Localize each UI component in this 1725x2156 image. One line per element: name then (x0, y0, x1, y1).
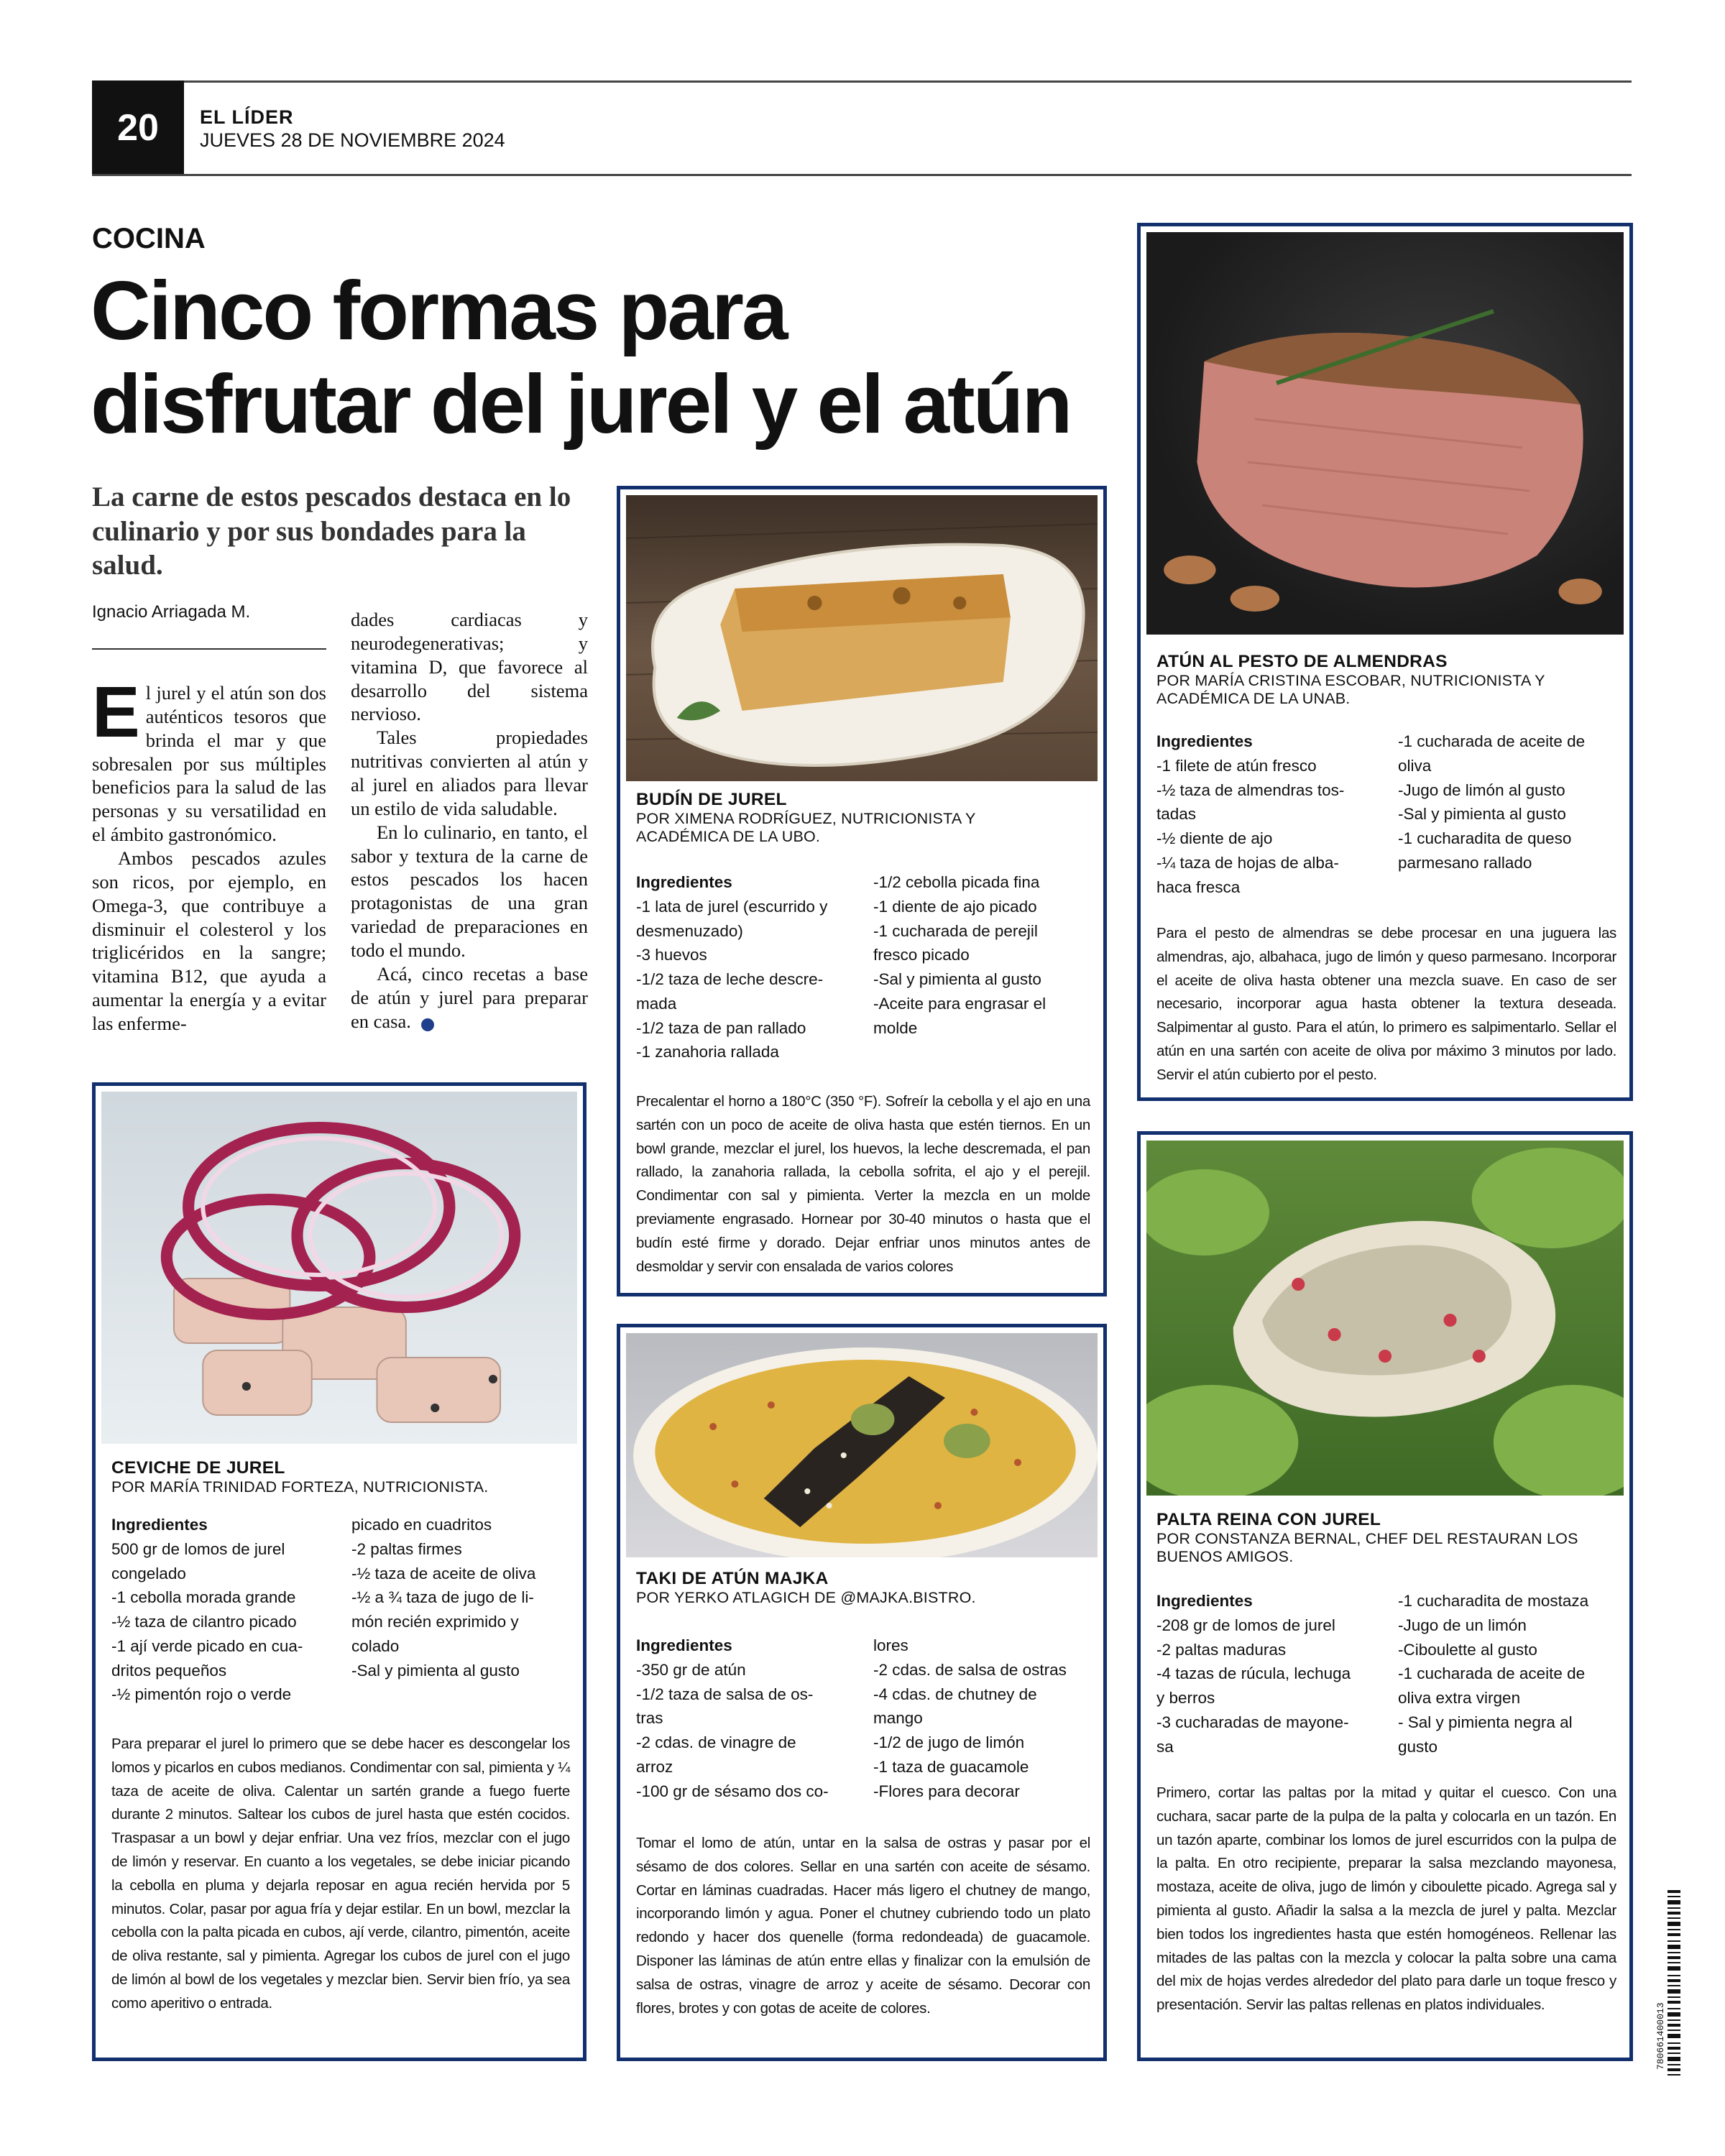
ingredient: -1 cebolla morada grande (111, 1588, 296, 1607)
ingredient: gusto (1398, 1737, 1438, 1756)
ingredient: mada (636, 994, 677, 1013)
ingredient: -Sal y pimienta al gusto (351, 1661, 520, 1680)
ingredient: -Aceite para engrasar el (873, 994, 1046, 1013)
headline-line-1: Cinco formas para (91, 264, 786, 357)
ceviche-photo (101, 1092, 577, 1444)
ingredient: -1 cucharada de aceite de (1398, 1664, 1586, 1683)
ingredient: -1 diente de ajo picado (873, 897, 1037, 916)
barcode-number: 780661400013 (1655, 2002, 1666, 2070)
ingredient: desmenuzado) (636, 921, 743, 940)
ingredients-heading: Ingredientes (636, 1636, 732, 1654)
recipe-author: POR YERKO ATLAGICH DE @MAJKA.BISTRO. (636, 1589, 976, 1606)
ingredients-list-1 (636, 1634, 873, 1803)
body-column-2 (351, 608, 588, 1033)
ingredient: tadas (1156, 805, 1197, 824)
recipe-instructions: Primero, cortar las paltas por la mitad y quitar el cuesco. Con una cuchara, sacar parte de la pulpa de la palta y colocarla en un tazón. En un tazón aparte, combinar los lomos de jurel escurridos con la pulpa de la palta. En otro recipiente, preparar la salsa mezclando mayonesa, mostaza, aceite de oliva, jugo de limón y ciboulette picado. Agrega sal y pimienta al gusto. Añadir la salsa a la mezcla de jurel y palta. Mezclar bien todos los ingredientes hasta que estén homogéneos. Rellenar las mitades de las paltas con la mezcla y colocar la palta sobre una cama del mix de hojas verdes alrededor del plato para darle un toque fresco y presentación. Servir las paltas rellenas en platos individuales. (1156, 1784, 1616, 2014)
ingredient: -1/2 taza de leche descre- (636, 970, 824, 988)
ingredient: -1 cucharadita de mostaza (1398, 1592, 1589, 1610)
ingredient: -½ diente de ajo (1156, 829, 1273, 847)
ingredients-list-1 (111, 1513, 349, 1707)
ingredient: -1/2 de jugo de limón (873, 1733, 1025, 1751)
body-column-1 (92, 672, 326, 1036)
recipe-card-atun-pesto (1137, 223, 1633, 1101)
body-paragraph: El jurel y el atún son dos auténticos tesoros que brinda el mar y que sobresalen por sus múltiples beneficios para la salud de las personas y su versatilidad en el ámbito gastronómico. (92, 672, 326, 846)
ingredient: -1 ají verde picado en cua- (111, 1636, 303, 1655)
recipe-instructions: Para preparar el jurel lo primero que se debe hacer es descongelar los lomos y picarlos en cubos medianos. Condimentar con sal, pimienta y ¼ taza de aceite de oliva. Calentar un sartén grande a fuego fuerte durante 2 minutos. Saltear los cubos de jurel hasta que estén cocidos. Traspasar a un bowl y dejar enfriar. Una vez fríos, mezclar con el jugo de limón y reservar. En cuanto a los vegetales, se debe iniciar picando la cebolla en pluma y dejarla reposar en agua recién hervida por 5 minutos. Colar, pasar por agua fría y dejar estilar. En un bowl, mezclar la cebolla con la palta picada en cubos, ají verde, cilantro, pimentón, aceite de oliva restante, sal y pimienta. Agregar los cubos de jurel con el jugo de limón al bowl de los vegetales y mezclar bien. Servir bien frío, ya sea como aperitivo o entrada. (111, 1736, 570, 2012)
recipe-title: BUDÍN DE JUREL (636, 790, 787, 809)
ingredient: -350 gr de atún (636, 1660, 746, 1679)
ingredients-heading: Ingredientes (636, 873, 732, 891)
recipe-author: POR MARÍA TRINIDAD FORTEZA, NUTRICIONISTA. (111, 1478, 489, 1496)
ingredient: -1 zanahoria rallada (636, 1043, 779, 1061)
recipe-card-budin (617, 486, 1107, 1296)
byline-rule (92, 648, 326, 650)
header-rule-top (92, 80, 1632, 83)
ingredient: dritos pequeños (111, 1661, 227, 1680)
ingredient: -1 cucharadita de queso (1398, 829, 1572, 847)
palta-photo (1146, 1141, 1624, 1496)
ingredient: -1/2 taza de pan rallado (636, 1018, 806, 1037)
ingredient: haca fresca (1156, 877, 1241, 896)
ingredient: y berros (1156, 1689, 1215, 1707)
recipe-author: POR CONSTANZA BERNAL, CHEF DEL RESTAURAN LOS BUENOS AMIGOS. (1156, 1530, 1578, 1565)
ingredient: -1 lata de jurel (escurrido y (636, 897, 828, 916)
ingredient: -1/2 cebolla picada fina (873, 873, 1040, 891)
ingredient: -2 paltas maduras (1156, 1640, 1287, 1659)
ingredient: -1 filete de atún fresco (1156, 756, 1317, 775)
body-paragraph: Acá, cinco recetas a base de atún y jurel para preparar en casa. ✲ (351, 962, 588, 1032)
ingredients-list-2 (873, 870, 1096, 1040)
deck: La carne de estos pescados destaca en lo culinario y por sus bondades para la salud. (92, 482, 571, 581)
ingredient: -3 cucharadas de mayone- (1156, 1713, 1349, 1731)
ingredient: -½ pimentón rojo o verde (111, 1685, 292, 1704)
recipe-title: ATÚN AL PESTO DE ALMENDRAS (1156, 652, 1448, 671)
body-paragraph: dades cardiacas y neurodegenerativas; y vitamina D, que favorece al desarrollo del sistema nervioso. (351, 609, 588, 725)
ingredient: oliva (1398, 756, 1432, 775)
ingredient: parmesano rallado (1398, 853, 1532, 872)
ingredient: -½ a ¾ taza de jugo de li- (351, 1588, 534, 1607)
ingredients-heading: Ingredientes (111, 1516, 208, 1534)
ingredient: -2 paltas firmes (351, 1539, 462, 1558)
ingredient: lores (873, 1636, 908, 1654)
ingredients-list-2 (873, 1634, 1096, 1803)
end-mark-icon: ✲ (421, 1018, 434, 1031)
ingredient: món recién exprimido y (351, 1613, 519, 1631)
newspaper-name: EL LÍDER (200, 106, 294, 128)
body-paragraph: Tales propiedades nutritivas convierten al atún y al jurel en aliados para llevar un estilo de vida saludable. (351, 727, 588, 819)
budin-photo (626, 495, 1098, 781)
ingredient: -1 cucharada de perejil (873, 921, 1038, 940)
ingredient: -Sal y pimienta al gusto (873, 970, 1041, 988)
ingredient: mango (873, 1709, 923, 1728)
recipe-instructions: Para el pesto de almendras se debe procesar en una juguera las almendras, ajo, albahaca, jugo de limón y queso parmesano. Incorporar el aceite de oliva hasta obtener una mezcla suave. En caso de ser necesario, incorporar agua hasta obtener la textura deseada. Salpimentar al gusto. Para el atún, lo primero es salpimentarlo. Sellar el atún en una sartén con aceite de oliva por máximo 3 minutos por lado. Servir el atún cubierto por el pesto. (1156, 925, 1616, 1083)
ingredient: -1 cucharada de aceite de (1398, 732, 1586, 750)
ingredient: -3 huevos (636, 946, 707, 964)
body-paragraph: En lo culinario, en tanto, el sabor y textura de la carne de estos pescados los hacen protagonistas de una gran variedad de preparaciones en todo el mundo. (351, 821, 588, 962)
ingredient: 500 gr de lomos de jurel (111, 1539, 285, 1558)
ingredient: - Sal y pimienta negra al (1398, 1713, 1573, 1731)
ingredients-heading: Ingredientes (1156, 1592, 1253, 1610)
taki-photo (626, 1333, 1098, 1557)
body-paragraph: Ambos pescados azules son ricos, por ejemplo, en Omega-3, que contribuye a disminuir el colesterol y los triglicéridos en la sangre; vitamina B12, que ayuda a aumentar la energía y a evitar las enferme- (92, 847, 326, 1035)
recipe-title: PALTA REINA CON JUREL (1156, 1510, 1381, 1529)
ingredient: -208 gr de lomos de jurel (1156, 1616, 1335, 1634)
headline (91, 264, 1126, 451)
ingredient: -2 cdas. de salsa de ostras (873, 1660, 1067, 1679)
ingredient: fresco picado (873, 946, 970, 964)
recipe-author: POR MARÍA CRISTINA ESCOBAR, NUTRICIONISTA Y ACADÉMICA DE LA UNAB. (1156, 672, 1545, 707)
ingredient: -½ taza de cilantro picado (111, 1613, 297, 1631)
ingredient: -4 cdas. de chutney de (873, 1685, 1037, 1703)
ingredient: -1 taza de guacamole (873, 1757, 1029, 1776)
recipe-author: POR XIMENA RODRÍGUEZ, NUTRICIONISTA Y ACADÉMICA DE LA UBO. (636, 810, 976, 845)
ingredient: -Ciboulette al gusto (1398, 1640, 1537, 1659)
header-rule-bottom (92, 174, 1632, 176)
ingredient: -¼ taza de hojas de alba- (1156, 853, 1339, 872)
ingredients-list-1 (636, 870, 873, 1064)
ingredient: -Jugo de limón al gusto (1398, 780, 1565, 799)
drop-cap: E (92, 672, 140, 752)
ingredient: molde (873, 1018, 918, 1037)
section-label: COCINA (92, 223, 206, 254)
ingredient: oliva extra virgen (1398, 1689, 1521, 1707)
ingredient: -4 tazas de rúcula, lechuga (1156, 1664, 1351, 1683)
ingredient: -100 gr de sésamo dos co- (636, 1782, 829, 1800)
ingredient: -½ taza de almendras tos- (1156, 780, 1345, 799)
recipe-title: CEVICHE DE JUREL (111, 1458, 285, 1478)
barcode (1653, 1890, 1682, 2077)
page-number: 20 (92, 80, 184, 175)
ingredient: -½ taza de aceite de oliva (351, 1564, 536, 1583)
ingredients-list-1 (1156, 1589, 1394, 1759)
ingredient: -Sal y pimienta al gusto (1398, 805, 1566, 824)
ingredient: -Flores para decorar (873, 1782, 1020, 1800)
recipe-card-palta (1137, 1131, 1633, 2061)
ingredients-list-2 (1398, 729, 1621, 875)
recipe-card-ceviche (92, 1082, 586, 2061)
ingredients-list-2 (351, 1513, 576, 1682)
ingredient: -Jugo de un limón (1398, 1616, 1527, 1634)
issue-date: JUEVES 28 DE NOVIEMBRE 2024 (200, 129, 505, 151)
ingredients-list-1 (1156, 729, 1394, 899)
ingredient: picado en cuadritos (351, 1516, 492, 1534)
ingredient: -1/2 taza de salsa de os- (636, 1685, 814, 1703)
headline-line-2: disfrutar del jurel y el atún (91, 356, 1071, 451)
ingredient: tras (636, 1709, 663, 1728)
ingredient: -2 cdas. de vinagre de (636, 1733, 796, 1751)
ingredients-list-2 (1398, 1589, 1621, 1759)
ingredient: sa (1156, 1737, 1174, 1756)
ingredient: congelado (111, 1564, 186, 1583)
byline: Ignacio Arriagada M. (92, 602, 251, 622)
ingredient: colado (351, 1636, 400, 1655)
atun-pesto-photo (1146, 232, 1624, 635)
ingredient: arroz (636, 1757, 673, 1776)
recipe-card-taki (617, 1324, 1107, 2061)
recipe-title: TAKI DE ATÚN MAJKA (636, 1569, 829, 1588)
recipe-instructions: Precalentar el horno a 180°C (350 °F). Sofreír la cebolla y el ajo en una sartén con un poco de aceite de oliva hasta que estén tiernos. En un bowl grande, mezclar el jurel, los huevos, la leche descremada, el pan rallado, la zanahoria rallada, la cebolla sofrita, el ajo y el perejil. Condimentar con sal y pimienta. Verter la mezcla en un molde previamente engrasado. Hornear por 30-40 minutos o hasta que el budín esté firme y dorado. Dejar enfriar unos minutos antes de desmoldar y servir con ensalada de varios colores (636, 1093, 1090, 1275)
ingredients-heading: Ingredientes (1156, 732, 1253, 750)
recipe-instructions: Tomar el lomo de atún, untar en la salsa de ostras y pasar por el sésamo de dos colores. Sellar en una sartén con aceite de sésamo. Cortar en láminas cuadradas. Hacer más ligero el chutney de mango, incorporando limón y agua. Poner el chutney cubriendo todo un plato redondo y hacer dos quenelle (forma redondeada) de guacamole. Disponer las láminas de atún entre ellas y finalizar con la emulsión de salsa de ostras, vinagre de arroz y aceite de sésamo. Decorar con flores, brotes y con gotas de aceite de colores. (636, 1835, 1090, 2017)
